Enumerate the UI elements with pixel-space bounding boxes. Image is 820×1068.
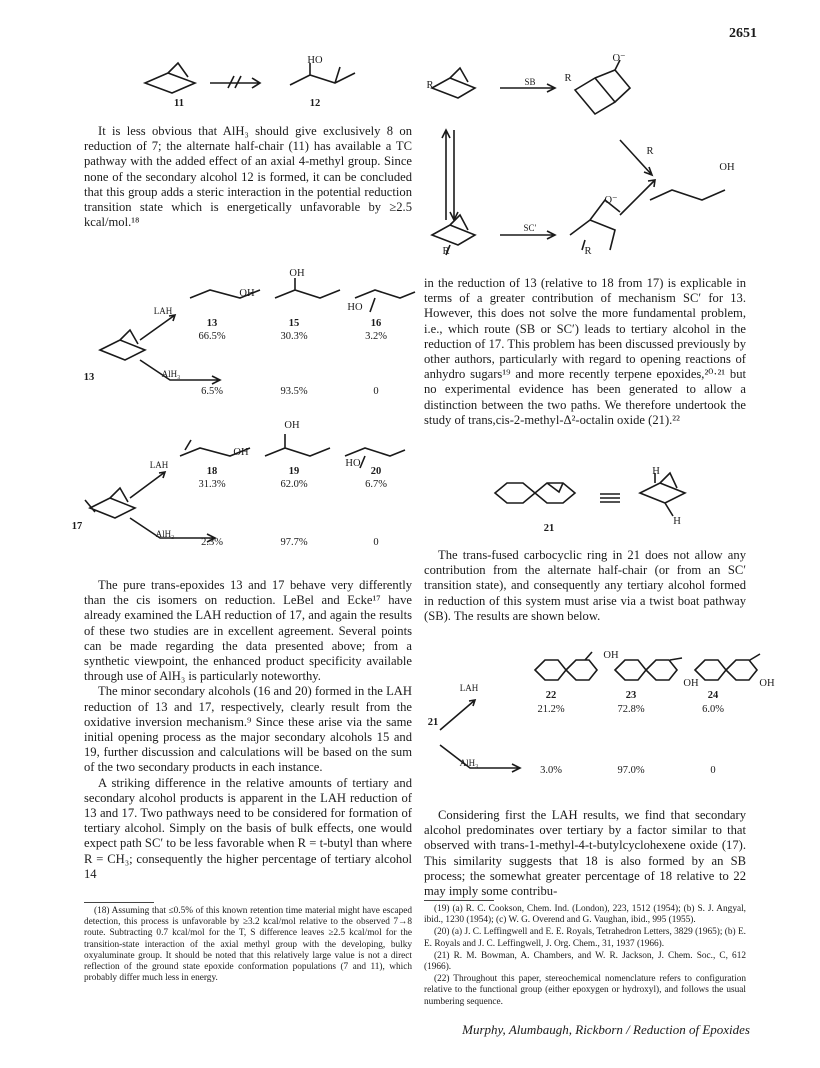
structure-21: [485, 468, 705, 538]
mech-sb: SB: [524, 77, 536, 87]
prod-19: 19: [288, 466, 300, 477]
ho-16: HO: [347, 302, 363, 313]
paragraph: It is less obvious that AlH₃ should give exclusively 8 on reduction of 7; the alternate half-chair (11) has available a TC pathway with the added effect of an axial 4-methyl group. Since none of the secondary alcohol 12 is formed, it can be concluded that this group adds a steric interaction in the potential reduction transition state which is energetically unfavorable by ≥2.5 kcal/mol.¹⁸: [84, 124, 412, 230]
mech-r-3: R: [646, 146, 654, 157]
paragraph: Considering first the LAH results, we find that secondary alcohol predominates over tertiary by a factor similar to that observed with trans-1-methyl-4-t-butylcyclohexene oxide (17). This similarity suggests that 18 is also formed by an SB process; the somewhat greater percentage of 18 relative to 22 may imply some contribu-: [424, 808, 746, 899]
footnote: (19) (a) R. C. Cookson, Chem. Ind. (London), 223, 1512 (1954); (b) S. J. Angyal, ibid., 1230 (1954); (c) W. G. Overend and G. Vaughan, ibid., 995 (1955).: [424, 904, 746, 926]
paragraph: A striking difference in the relative amounts of tertiary and secondary alcohol products is apparent in the LAH reduction of 13 and 17. Two pathways need to be considered for formation of tertiary alcohol. Simply on the basis of bulk effects, one would expect path SC′ to be less favorable when R = t-butyl than where R = CH₃; consequently the higher percentage of tertiary alcohol 14: [84, 775, 412, 881]
footnote-rule-right: [424, 900, 494, 901]
mech-sc: SC′: [523, 223, 537, 233]
prod-13: 13: [206, 318, 218, 329]
oh-19: OH: [284, 420, 300, 431]
alh3-pct-18: 2.3%: [201, 537, 223, 548]
h-top: H: [652, 466, 660, 477]
prod-18: 18: [206, 466, 218, 477]
prod-16: 16: [370, 318, 382, 329]
prod-24: 24: [707, 690, 719, 701]
lah-pct-18: 31.3%: [198, 479, 226, 490]
mech-r-1: R: [426, 80, 434, 91]
oh-22: OH: [603, 650, 619, 661]
mechanism-scheme: [420, 50, 750, 265]
footnote: (20) (a) J. C. Leffingwell and E. E. Royals, Tetrahedron Letters, 3829 (1965); (b) E. E. Royals and J. C. Leffingwell, J. Org. Chem., 31, 1937 (1966).: [424, 927, 746, 949]
h-bottom: H: [673, 516, 681, 527]
right-col-bottom: [424, 808, 746, 899]
lah-pct-15: 30.3%: [280, 331, 308, 342]
label-21: 21: [543, 523, 555, 534]
alh3-17: AlH₃: [155, 529, 175, 539]
prod-15: 15: [288, 318, 300, 329]
lah-pct-19: 62.0%: [280, 479, 308, 490]
lah-pct-16: 3.2%: [365, 331, 387, 342]
prod-20: 20: [370, 466, 382, 477]
prod-22: 22: [545, 690, 557, 701]
right-col-mid: [424, 548, 746, 624]
paragraph: The pure trans-epoxides 13 and 17 behave very differently than the cis isomers on reduction. LeBel and Ecke¹⁷ have already examined the LAH reduction of 17, and again the results of these two studies are in excellent agreement. Several points can be made regarding the data presented above; from a synthetic viewpoint, the enhanced product specificity available through use of AlH₃ is particularly noteworthy.: [84, 578, 412, 684]
lah-pct-24: 6.0%: [702, 704, 724, 715]
oh-23: OH: [683, 678, 699, 689]
mech-r-5: R: [584, 246, 592, 257]
page-number: 2651: [729, 26, 757, 41]
footnote: (18) Assuming that ≤0.5% of this known retention time material might have escaped detection, this process is unfavorable by ≥3.2 kcal/mol relative to the observed 7→8 route. Subtracting 0.7 kcal/mol for the T, S difference leaves ≥2.5 kcal/mol for the transition-state interaction of the axial methyl group with the developing, bulky oxyaluminate group. It should be noted that this relatively large value is not a direct reflection of the ground state epoxide conformation populations (7 and 11), which probably differ much less in energy.: [84, 906, 412, 984]
prod-23: 23: [625, 690, 637, 701]
mech-r-2: R: [564, 73, 572, 84]
footnote: (22) Throughout this paper, stereochemical nomenclature refers to configuration relative to the functional group (either epoxygen or hydroxyl), and follows the usual numbering sequence.: [424, 974, 746, 1007]
oh-18: OH: [233, 447, 249, 458]
alh3-pct-24: 0: [710, 765, 716, 776]
alh3-pct-15: 93.5%: [280, 386, 308, 397]
paragraph: The trans-fused carbocyclic ring in 21 does not allow any contribution from the alternate half-chair (or from an SC′ transition state), and consequently any tertiary alcohol formed in reduction of this system must arise via a twist boat pathway (SB). The results are shown below.: [424, 548, 746, 623]
label-12: 12: [309, 98, 321, 109]
alh3-pct-23: 97.0%: [617, 765, 645, 776]
oh-24: OH: [759, 678, 775, 689]
lah-pct-23: 72.8%: [617, 704, 645, 715]
start-21: 21: [427, 717, 439, 728]
lah-17: LAH: [149, 460, 169, 470]
alh3-13: AlH₃: [161, 369, 181, 379]
paragraph: The minor secondary alcohols (16 and 20) formed in the LAH reduction of 13 and 17, respectively, clearly result from the oxidative inversion mechanism.⁹ Since these arise via the same initial opening process as the major secondary alcohols 15 and 19, further discussion and calculations will be based on the sum of the two secondary products in each instance.: [84, 684, 412, 775]
lah-21: LAH: [459, 683, 479, 693]
label-11: 11: [174, 98, 184, 109]
alh3-pct-19: 97.7%: [280, 537, 308, 548]
lah-13: LAH: [153, 306, 173, 316]
mech-ominus-1: O⁻: [612, 53, 626, 64]
start-13: 13: [83, 372, 95, 383]
paragraph: in the reduction of 13 (relative to 18 from 17) is explicable in terms of a greater contribution of mechanism SC′ for 13. However, this does not solve the more fundamental problem, i.e., which route (SB or SC′) leads to tertiary alcohol in the reduction of 17. This problem has been discussed previously by other authors, particularly with regard to opening reactions of anhydro sugars¹⁹ and more recently terpene epoxides,²⁰·²¹ but no experimental evidence has been generated to allow a distinction between the two paths. We therefore undertook the study of trans,cis-2-methyl-Δ²-octalin oxide (21).²²: [424, 276, 746, 427]
lah-pct-20: 6.7%: [365, 479, 387, 490]
mech-oh: OH: [719, 162, 735, 173]
footnote: (21) R. M. Bowman, A. Chambers, and W. R. Jackson, J. Chem. Soc., C, 612 (1966).: [424, 950, 746, 973]
lah-pct-13: 66.5%: [198, 331, 226, 342]
alh3-21: AlH₃: [459, 758, 479, 768]
ho-20: HO: [345, 458, 361, 469]
alh3-pct-16: 0: [373, 386, 379, 397]
left-col-top: [84, 124, 412, 230]
running-footer: Murphy, Alumbaugh, Rickborn / Reduction of Epoxides: [462, 1022, 750, 1037]
oh-15: OH: [289, 268, 305, 279]
footnote-18: [84, 906, 412, 985]
alh3-pct-13: 6.5%: [201, 386, 223, 397]
right-col-top: [424, 276, 746, 428]
left-col-body: [84, 578, 412, 882]
mech-r-4: R: [442, 246, 450, 257]
footnotes-right: [424, 904, 746, 1009]
mech-ominus-2: O⁻: [604, 195, 618, 206]
oh-13a: OH: [239, 288, 255, 299]
footnote-rule-left: [84, 902, 154, 903]
alh3-pct-20: 0: [373, 537, 379, 548]
lah-pct-22: 21.2%: [537, 704, 565, 715]
start-17: 17: [71, 521, 83, 532]
label-ho-12: HO: [307, 55, 323, 66]
alh3-pct-22: 3.0%: [540, 765, 562, 776]
